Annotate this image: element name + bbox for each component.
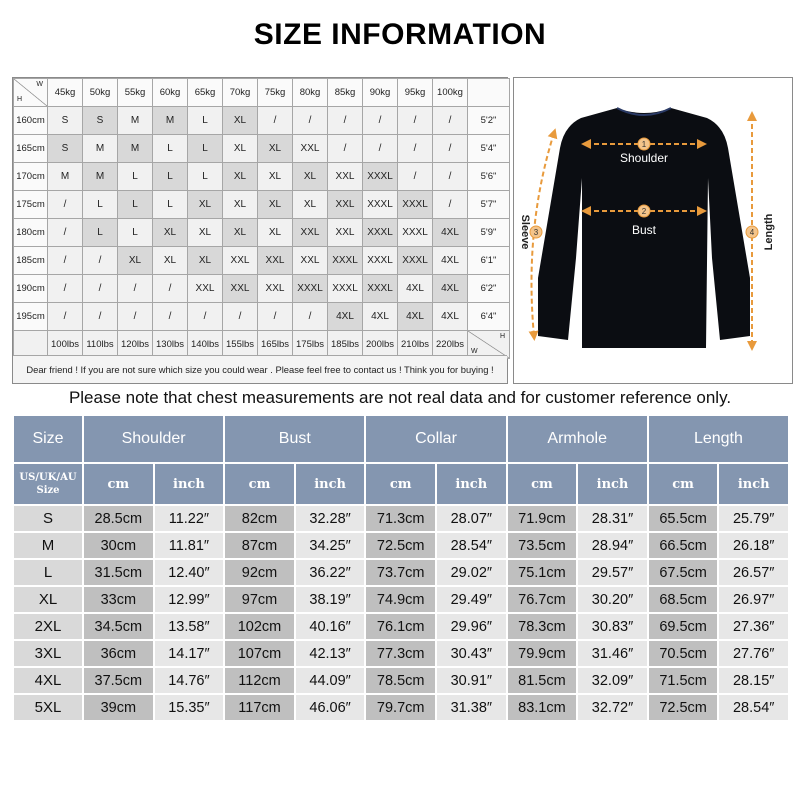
grid-row bbox=[14, 135, 510, 163]
size-cell: L bbox=[153, 135, 188, 163]
group-header-length: Length bbox=[648, 415, 789, 463]
size-cell: XXXL bbox=[398, 247, 433, 275]
cm-value-cell: 87cm bbox=[224, 532, 295, 559]
inch-value-cell: 34.25″ bbox=[295, 532, 366, 559]
inch-value-cell: 31.46″ bbox=[577, 640, 648, 667]
size-label-cell: S bbox=[13, 505, 83, 532]
cm-value-cell: 78.3cm bbox=[507, 613, 578, 640]
inch-value-cell: 46.06″ bbox=[295, 694, 366, 721]
length-label: Length bbox=[763, 213, 775, 251]
cm-value-cell: 39cm bbox=[83, 694, 154, 721]
size-cell: XL bbox=[223, 135, 258, 163]
measurement-unit-row bbox=[13, 463, 789, 505]
size-cell: / bbox=[83, 275, 118, 303]
cm-value-cell: 83.1cm bbox=[507, 694, 578, 721]
size-cell: M bbox=[118, 135, 153, 163]
size-cell: / bbox=[433, 107, 468, 135]
size-cell: M bbox=[83, 163, 118, 191]
size-cell: 4XL bbox=[433, 219, 468, 247]
cm-value-cell: 97cm bbox=[224, 586, 295, 613]
size-cell: / bbox=[153, 275, 188, 303]
size-cell: / bbox=[398, 107, 433, 135]
lbs-cell: 130lbs bbox=[153, 331, 188, 359]
size-cell: XXXL bbox=[398, 219, 433, 247]
size-cell: / bbox=[48, 247, 83, 275]
size-cell: / bbox=[363, 107, 398, 135]
size-label-cell: 3XL bbox=[13, 640, 83, 667]
inch-value-cell: 30.91″ bbox=[436, 667, 507, 694]
measurement-row bbox=[13, 586, 789, 613]
inch-value-cell: 38.19″ bbox=[295, 586, 366, 613]
size-cell: XXL bbox=[258, 275, 293, 303]
size-cell: / bbox=[48, 275, 83, 303]
size-cell: S bbox=[83, 107, 118, 135]
height-cm-cell: 160cm bbox=[14, 107, 48, 135]
cm-value-cell: 117cm bbox=[224, 694, 295, 721]
inch-value-cell: 31.38″ bbox=[436, 694, 507, 721]
size-cell: XL bbox=[258, 191, 293, 219]
measurement-row bbox=[13, 694, 789, 721]
size-cell: L bbox=[118, 191, 153, 219]
lbs-cell: 155lbs bbox=[223, 331, 258, 359]
unit-inch-header: inch bbox=[577, 463, 648, 505]
size-cell: XXXL bbox=[363, 275, 398, 303]
size-sub-line-2: Size bbox=[36, 485, 60, 496]
cm-value-cell: 71.3cm bbox=[365, 505, 436, 532]
sweater-diagram-panel bbox=[513, 77, 793, 384]
height-cm-cell: 165cm bbox=[14, 135, 48, 163]
size-cell: L bbox=[188, 163, 223, 191]
size-cell: 4XL bbox=[433, 247, 468, 275]
corner-h: H bbox=[17, 96, 23, 103]
lbs-cell: 220lbs bbox=[433, 331, 468, 359]
inch-value-cell: 32.09″ bbox=[577, 667, 648, 694]
corner-w: W bbox=[36, 81, 43, 88]
size-cell: / bbox=[48, 191, 83, 219]
unit-inch-header: inch bbox=[154, 463, 225, 505]
size-cell: XL bbox=[188, 219, 223, 247]
weight-header: 60kg bbox=[153, 79, 188, 107]
page-title: SIZE INFORMATION bbox=[253, 18, 547, 51]
size-cell: XXL bbox=[328, 191, 363, 219]
size-cell: XXXL bbox=[363, 163, 398, 191]
group-header-armhole: Armhole bbox=[507, 415, 648, 463]
inch-value-cell: 12.99″ bbox=[154, 586, 225, 613]
weight-header: 70kg bbox=[223, 79, 258, 107]
inch-value-cell: 26.18″ bbox=[718, 532, 789, 559]
cm-value-cell: 28.5cm bbox=[83, 505, 154, 532]
size-cell: XXXL bbox=[363, 247, 398, 275]
size-cell: XXL bbox=[293, 135, 328, 163]
inch-value-cell: 28.31″ bbox=[577, 505, 648, 532]
size-cell: XXXL bbox=[363, 219, 398, 247]
cm-value-cell: 30cm bbox=[83, 532, 154, 559]
cm-value-cell: 79.7cm bbox=[365, 694, 436, 721]
size-cell: M bbox=[83, 135, 118, 163]
size-cell: / bbox=[258, 107, 293, 135]
size-cell: XL bbox=[293, 163, 328, 191]
height-cm-cell: 190cm bbox=[14, 275, 48, 303]
unit-cm-header: cm bbox=[648, 463, 719, 505]
inch-value-cell: 44.09″ bbox=[295, 667, 366, 694]
size-header: Size bbox=[13, 415, 83, 463]
height-ft-cell: 5'6" bbox=[468, 163, 510, 191]
measurement-table bbox=[12, 414, 790, 722]
size-cell: / bbox=[433, 191, 468, 219]
cm-value-cell: 73.7cm bbox=[365, 559, 436, 586]
cm-value-cell: 72.5cm bbox=[648, 694, 719, 721]
size-cell: / bbox=[83, 247, 118, 275]
shoulder-number: 1 bbox=[641, 140, 647, 149]
size-cell: / bbox=[258, 303, 293, 331]
size-cell: XL bbox=[258, 219, 293, 247]
disclaimer-text: Please note that chest measurements are not real data and for customer reference only. bbox=[68, 388, 732, 407]
size-label-cell: XL bbox=[13, 586, 83, 613]
size-cell: / bbox=[118, 303, 153, 331]
size-cell: 4XL bbox=[398, 275, 433, 303]
unit-inch-header: inch bbox=[718, 463, 789, 505]
cm-value-cell: 92cm bbox=[224, 559, 295, 586]
inch-value-cell: 28.07″ bbox=[436, 505, 507, 532]
cm-value-cell: 37.5cm bbox=[83, 667, 154, 694]
grid-corner-cell bbox=[14, 79, 48, 107]
size-cell: 4XL bbox=[363, 303, 398, 331]
inch-value-cell: 36.22″ bbox=[295, 559, 366, 586]
size-cell: L bbox=[188, 135, 223, 163]
size-label-cell: 2XL bbox=[13, 613, 83, 640]
height-cm-cell: 175cm bbox=[14, 191, 48, 219]
buyer-note: Dear friend ! If you are not sure which size you could wear . Please feel free to contact us ! Think you for buying ! bbox=[13, 355, 507, 383]
inch-value-cell: 25.79″ bbox=[718, 505, 789, 532]
unit-inch-header: inch bbox=[295, 463, 366, 505]
measurement-header-row bbox=[13, 415, 789, 463]
size-cell: XL bbox=[153, 219, 188, 247]
size-cell: L bbox=[118, 219, 153, 247]
height-ft-cell: 5'2" bbox=[468, 107, 510, 135]
measurement-row bbox=[13, 640, 789, 667]
inch-value-cell: 29.57″ bbox=[577, 559, 648, 586]
size-cell: 4XL bbox=[433, 275, 468, 303]
size-cell: / bbox=[48, 219, 83, 247]
inch-value-cell: 42.13″ bbox=[295, 640, 366, 667]
size-cell: / bbox=[433, 163, 468, 191]
grid-header-blank bbox=[468, 79, 510, 107]
size-cell: S bbox=[48, 135, 83, 163]
inch-value-cell: 29.96″ bbox=[436, 613, 507, 640]
measurement-row bbox=[13, 559, 789, 586]
size-cell: XL bbox=[188, 191, 223, 219]
sleeve-label: Sleeve bbox=[519, 214, 531, 250]
cm-value-cell: 102cm bbox=[224, 613, 295, 640]
size-cell: 4XL bbox=[328, 303, 363, 331]
size-cell: XXXL bbox=[363, 191, 398, 219]
cm-value-cell: 76.7cm bbox=[507, 586, 578, 613]
size-cell: / bbox=[48, 303, 83, 331]
height-ft-cell: 5'4" bbox=[468, 135, 510, 163]
size-cell: 4XL bbox=[433, 303, 468, 331]
grid-row bbox=[14, 275, 510, 303]
size-cell: XXL bbox=[223, 247, 258, 275]
size-cell: XXL bbox=[188, 275, 223, 303]
unit-cm-header: cm bbox=[224, 463, 295, 505]
size-cell: XL bbox=[188, 247, 223, 275]
size-cell: / bbox=[188, 303, 223, 331]
size-label-cell: 4XL bbox=[13, 667, 83, 694]
length-number: 4 bbox=[749, 228, 755, 237]
lbs-cell: 175lbs bbox=[293, 331, 328, 359]
cm-value-cell: 82cm bbox=[224, 505, 295, 532]
size-cell: / bbox=[328, 135, 363, 163]
weight-header: 80kg bbox=[293, 79, 328, 107]
size-cell: XXXL bbox=[328, 275, 363, 303]
size-cell: M bbox=[48, 163, 83, 191]
cm-value-cell: 81.5cm bbox=[507, 667, 578, 694]
size-cell: / bbox=[433, 135, 468, 163]
size-label-cell: L bbox=[13, 559, 83, 586]
weight-header: 75kg bbox=[258, 79, 293, 107]
unit-inch-header: inch bbox=[436, 463, 507, 505]
size-cell: / bbox=[293, 107, 328, 135]
size-cell: / bbox=[223, 303, 258, 331]
inch-value-cell: 28.54″ bbox=[718, 694, 789, 721]
size-cell: L bbox=[188, 107, 223, 135]
cm-value-cell: 31.5cm bbox=[83, 559, 154, 586]
inch-value-cell: 26.97″ bbox=[718, 586, 789, 613]
lbs-cell: 200lbs bbox=[363, 331, 398, 359]
inch-value-cell: 32.72″ bbox=[577, 694, 648, 721]
grid-row bbox=[14, 219, 510, 247]
size-cell: XXL bbox=[258, 247, 293, 275]
size-subheader bbox=[13, 463, 83, 505]
grid-row bbox=[14, 107, 510, 135]
bust-label: Bust bbox=[631, 223, 657, 237]
inch-value-cell: 28.54″ bbox=[436, 532, 507, 559]
size-cell: XL bbox=[258, 163, 293, 191]
unit-cm-header: cm bbox=[83, 463, 154, 505]
size-cell: XL bbox=[223, 219, 258, 247]
cm-value-cell: 74.9cm bbox=[365, 586, 436, 613]
inch-value-cell: 26.57″ bbox=[718, 559, 789, 586]
sweater-diagram bbox=[514, 78, 792, 383]
size-cell: / bbox=[398, 135, 433, 163]
inch-value-cell: 30.43″ bbox=[436, 640, 507, 667]
footer-corner-w: W bbox=[471, 348, 478, 355]
measurement-row bbox=[13, 505, 789, 532]
size-cell: L bbox=[153, 191, 188, 219]
unit-cm-header: cm bbox=[507, 463, 578, 505]
inch-value-cell: 27.76″ bbox=[718, 640, 789, 667]
weight-header: 45kg bbox=[48, 79, 83, 107]
inch-value-cell: 30.83″ bbox=[577, 613, 648, 640]
cm-value-cell: 73.5cm bbox=[507, 532, 578, 559]
inch-value-cell: 29.49″ bbox=[436, 586, 507, 613]
cm-value-cell: 112cm bbox=[224, 667, 295, 694]
cm-value-cell: 36cm bbox=[83, 640, 154, 667]
weight-header: 90kg bbox=[363, 79, 398, 107]
inch-value-cell: 28.15″ bbox=[718, 667, 789, 694]
sleeve-number: 3 bbox=[533, 228, 539, 237]
size-label-cell: 5XL bbox=[13, 694, 83, 721]
size-cell: L bbox=[118, 163, 153, 191]
size-cell: XXL bbox=[293, 219, 328, 247]
lbs-cell: 165lbs bbox=[258, 331, 293, 359]
size-cell: XL bbox=[258, 135, 293, 163]
size-cell: M bbox=[118, 107, 153, 135]
weight-header: 85kg bbox=[328, 79, 363, 107]
measurement-row bbox=[13, 532, 789, 559]
height-cm-cell: 180cm bbox=[14, 219, 48, 247]
cm-value-cell: 75.1cm bbox=[507, 559, 578, 586]
lbs-cell: 210lbs bbox=[398, 331, 433, 359]
height-ft-cell: 6'4" bbox=[468, 303, 510, 331]
group-header-collar: Collar bbox=[365, 415, 506, 463]
height-ft-cell: 5'7" bbox=[468, 191, 510, 219]
size-lookup-grid bbox=[12, 77, 508, 384]
inch-value-cell: 12.40″ bbox=[154, 559, 225, 586]
size-cell: / bbox=[363, 135, 398, 163]
inch-value-cell: 40.16″ bbox=[295, 613, 366, 640]
cm-value-cell: 77.3cm bbox=[365, 640, 436, 667]
weight-header: 100kg bbox=[433, 79, 468, 107]
lbs-cell: 110lbs bbox=[83, 331, 118, 359]
grid-row bbox=[14, 247, 510, 275]
height-cm-cell: 185cm bbox=[14, 247, 48, 275]
group-header-bust: Bust bbox=[224, 415, 365, 463]
size-cell: XXL bbox=[328, 163, 363, 191]
size-cell: XXL bbox=[328, 219, 363, 247]
size-cell: XXXL bbox=[328, 247, 363, 275]
grid-row bbox=[14, 303, 510, 331]
weight-header: 65kg bbox=[188, 79, 223, 107]
cm-value-cell: 65.5cm bbox=[648, 505, 719, 532]
size-cell: XL bbox=[223, 191, 258, 219]
cm-value-cell: 70.5cm bbox=[648, 640, 719, 667]
inch-value-cell: 14.76″ bbox=[154, 667, 225, 694]
inch-value-cell: 13.58″ bbox=[154, 613, 225, 640]
cm-value-cell: 67.5cm bbox=[648, 559, 719, 586]
size-cell: XXXL bbox=[398, 191, 433, 219]
size-cell: M bbox=[153, 107, 188, 135]
shoulder-label: Shoulder bbox=[619, 151, 669, 165]
cm-value-cell: 107cm bbox=[224, 640, 295, 667]
size-cell: XL bbox=[118, 247, 153, 275]
measurement-row bbox=[13, 667, 789, 694]
inch-value-cell: 27.36″ bbox=[718, 613, 789, 640]
cm-value-cell: 66.5cm bbox=[648, 532, 719, 559]
height-ft-cell: 5'9" bbox=[468, 219, 510, 247]
bust-number: 2 bbox=[641, 207, 647, 216]
size-grid-table bbox=[13, 78, 510, 359]
cm-value-cell: 76.1cm bbox=[365, 613, 436, 640]
height-ft-cell: 6'2" bbox=[468, 275, 510, 303]
size-cell: / bbox=[328, 107, 363, 135]
size-cell: / bbox=[118, 275, 153, 303]
inch-value-cell: 28.94″ bbox=[577, 532, 648, 559]
size-cell: XL bbox=[293, 191, 328, 219]
size-cell: / bbox=[398, 163, 433, 191]
footer-corner-h: H bbox=[499, 333, 505, 340]
inch-value-cell: 29.02″ bbox=[436, 559, 507, 586]
cm-value-cell: 34.5cm bbox=[83, 613, 154, 640]
size-cell: XXXL bbox=[293, 275, 328, 303]
size-cell: XL bbox=[223, 107, 258, 135]
size-cell: L bbox=[83, 191, 118, 219]
group-header-shoulder: Shoulder bbox=[83, 415, 224, 463]
lbs-cell: 120lbs bbox=[118, 331, 153, 359]
inch-value-cell: 11.81″ bbox=[154, 532, 225, 559]
lbs-cell: 185lbs bbox=[328, 331, 363, 359]
size-cell: XXL bbox=[223, 275, 258, 303]
height-ft-cell: 6'1" bbox=[468, 247, 510, 275]
size-cell: / bbox=[83, 303, 118, 331]
size-cell: XL bbox=[153, 247, 188, 275]
grid-row bbox=[14, 191, 510, 219]
height-cm-cell: 195cm bbox=[14, 303, 48, 331]
grid-header-row bbox=[14, 79, 510, 107]
weight-header: 55kg bbox=[118, 79, 153, 107]
size-cell: 4XL bbox=[398, 303, 433, 331]
size-sub-line-1: US/UK/AU bbox=[19, 472, 77, 483]
cm-value-cell: 68.5cm bbox=[648, 586, 719, 613]
inch-value-cell: 14.17″ bbox=[154, 640, 225, 667]
cm-value-cell: 71.9cm bbox=[507, 505, 578, 532]
cm-value-cell: 79.9cm bbox=[507, 640, 578, 667]
height-cm-cell: 170cm bbox=[14, 163, 48, 191]
weight-header: 50kg bbox=[83, 79, 118, 107]
size-label-cell: M bbox=[13, 532, 83, 559]
unit-cm-header: cm bbox=[365, 463, 436, 505]
size-cell: XL bbox=[223, 163, 258, 191]
size-cell: L bbox=[83, 219, 118, 247]
size-cell: XXL bbox=[293, 247, 328, 275]
cm-value-cell: 71.5cm bbox=[648, 667, 719, 694]
inch-value-cell: 32.28″ bbox=[295, 505, 366, 532]
cm-value-cell: 69.5cm bbox=[648, 613, 719, 640]
cm-value-cell: 72.5cm bbox=[365, 532, 436, 559]
lbs-cell: 100lbs bbox=[48, 331, 83, 359]
cm-value-cell: 78.5cm bbox=[365, 667, 436, 694]
weight-header: 95kg bbox=[398, 79, 433, 107]
cm-value-cell: 33cm bbox=[83, 586, 154, 613]
size-cell: L bbox=[153, 163, 188, 191]
inch-value-cell: 15.35″ bbox=[154, 694, 225, 721]
inch-value-cell: 11.22″ bbox=[154, 505, 225, 532]
measurement-row bbox=[13, 613, 789, 640]
size-cell: / bbox=[293, 303, 328, 331]
grid-row bbox=[14, 163, 510, 191]
size-cell: S bbox=[48, 107, 83, 135]
lbs-cell: 140lbs bbox=[188, 331, 223, 359]
size-cell: / bbox=[153, 303, 188, 331]
inch-value-cell: 30.20″ bbox=[577, 586, 648, 613]
